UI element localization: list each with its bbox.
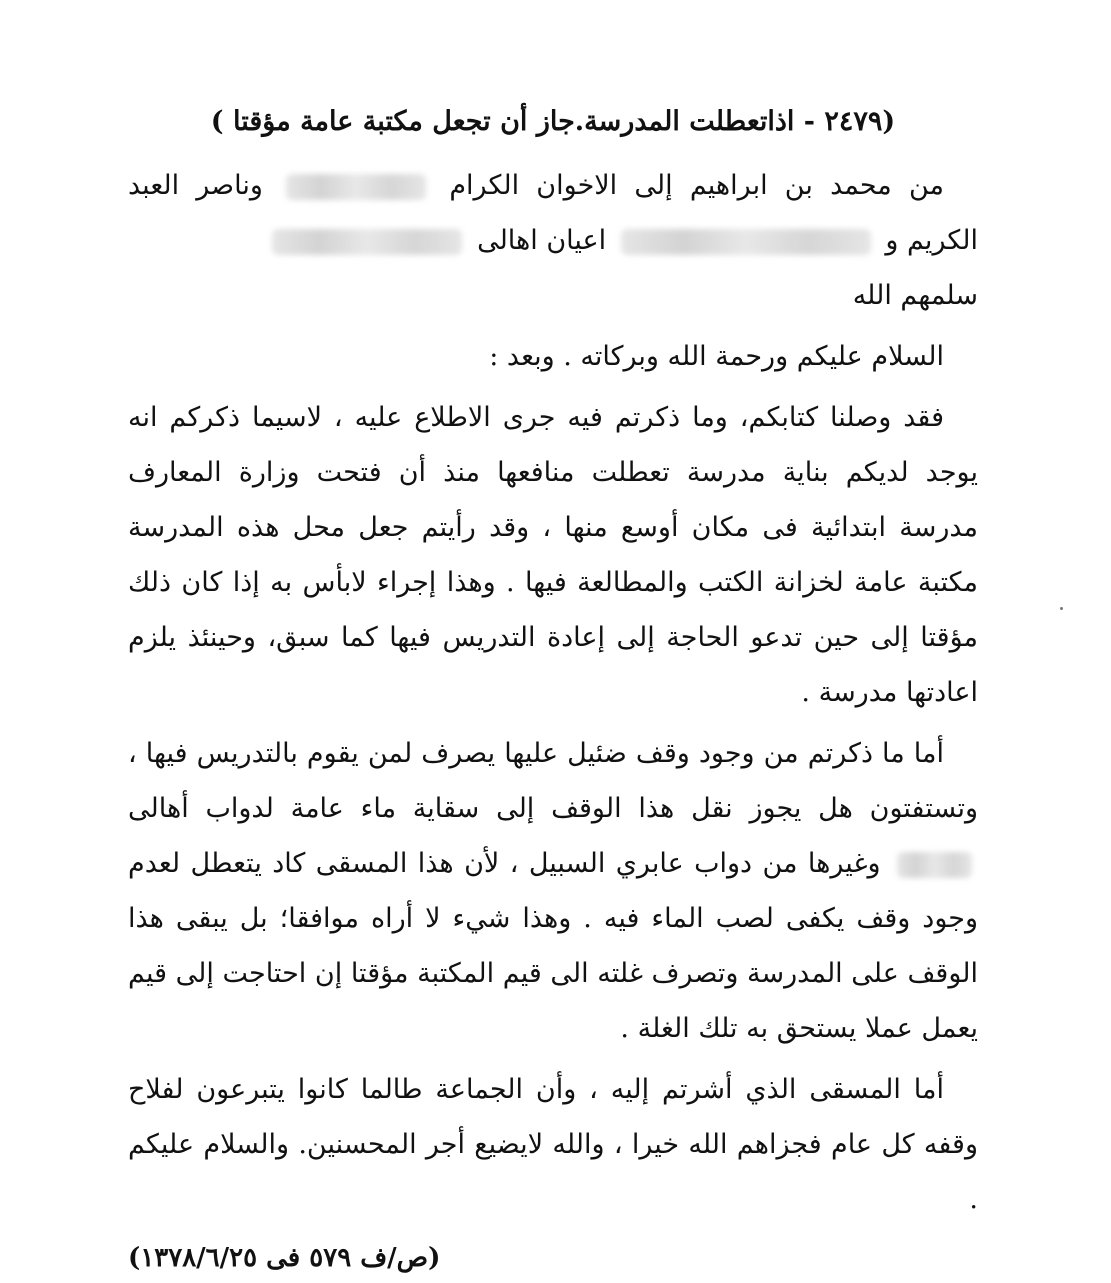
document-page bbox=[128, 100, 978, 1283]
addressee-line2-end: اعيان اهالى bbox=[477, 225, 607, 256]
scan-speck bbox=[1060, 607, 1063, 610]
fatwa-title: (٢٤٧٩ - اذاتعطلت المدرسة.جاز أن تجعل مكتبة عامة مؤقتا ) bbox=[210, 106, 896, 137]
addressee-paragraph bbox=[128, 158, 978, 323]
paragraph-3: أما المسقى الذي أشرتم إليه ، وأن الجماعة طالما كانوا يتبرعون لفلاح وقفه كل عام فجزاهم الله خيرا ، والله لايضيع أجر المحسنين. والسلام عليكم . bbox=[128, 1074, 978, 1215]
paragraph-2-start: أما ما ذكرتم من وجود وقف ضئيل عليها يصرف لمن يقوم بالتدريس فيها ، وتستفتون هل يجوز نقل هذا الوقف إلى سقاية ماء عامة لدواب أهالى bbox=[128, 738, 978, 824]
redacted-name-2 bbox=[621, 229, 871, 255]
addressee-line2-start: الكريم و bbox=[885, 225, 978, 256]
addressee-closing: سلمهم الله bbox=[852, 280, 978, 311]
addressee-line1-end: وناصر العبد bbox=[128, 170, 263, 201]
reference-number: (ص/ف ٥٧٩ فى ١٣٧٨/٦/٢٥) bbox=[128, 1243, 441, 1273]
paragraph-2-end: وغيرها من دواب عابري السبيل ، لأن هذا المسقى كاد يتعطل لعدم وجود وقف يكفى لصب الماء فيه . وهذا شيء لا أراه موافقا؛ بل يبقى هذا الوقف على المدرسة وتصرف غلته الى قيم المكتبة مؤقتا إن احتاجت إلى قيم يعمل عملا يستحق به تلك الغلة . bbox=[128, 848, 978, 1044]
greeting: السلام عليكم ورحمة الله وبركاته . وبعد : bbox=[489, 341, 944, 372]
paragraph-1: فقد وصلنا كتابكم، وما ذكرتم فيه جرى الاطلاع عليه ، لاسيما ذكركم انه يوجد لديكم بناية مدرسة تعطلت منافعها منذ أن فتحت وزارة المعارف مدرسة ابتدائية فى مكان أوسع منها ، وقد رأيتم جعل محل هذه المدرسة مكتبة عامة لخزانة الكتب والمطالعة فيها . وهذا إجراء لابأس به إذا كان ذلك مؤقتا إلى حين تدعو الحاجة إلى إعادة التدريس فيها كما سبق، وحينئذ يلزم اعادتها مدرسة . bbox=[128, 402, 978, 708]
addressee-line1-start: من محمد بن ابراهيم إلى الاخوان الكرام bbox=[449, 170, 944, 201]
redacted-name-1 bbox=[286, 174, 426, 200]
redacted-place-1 bbox=[272, 229, 462, 255]
paragraph-2 bbox=[128, 726, 978, 1056]
redacted-place-2 bbox=[897, 852, 972, 878]
